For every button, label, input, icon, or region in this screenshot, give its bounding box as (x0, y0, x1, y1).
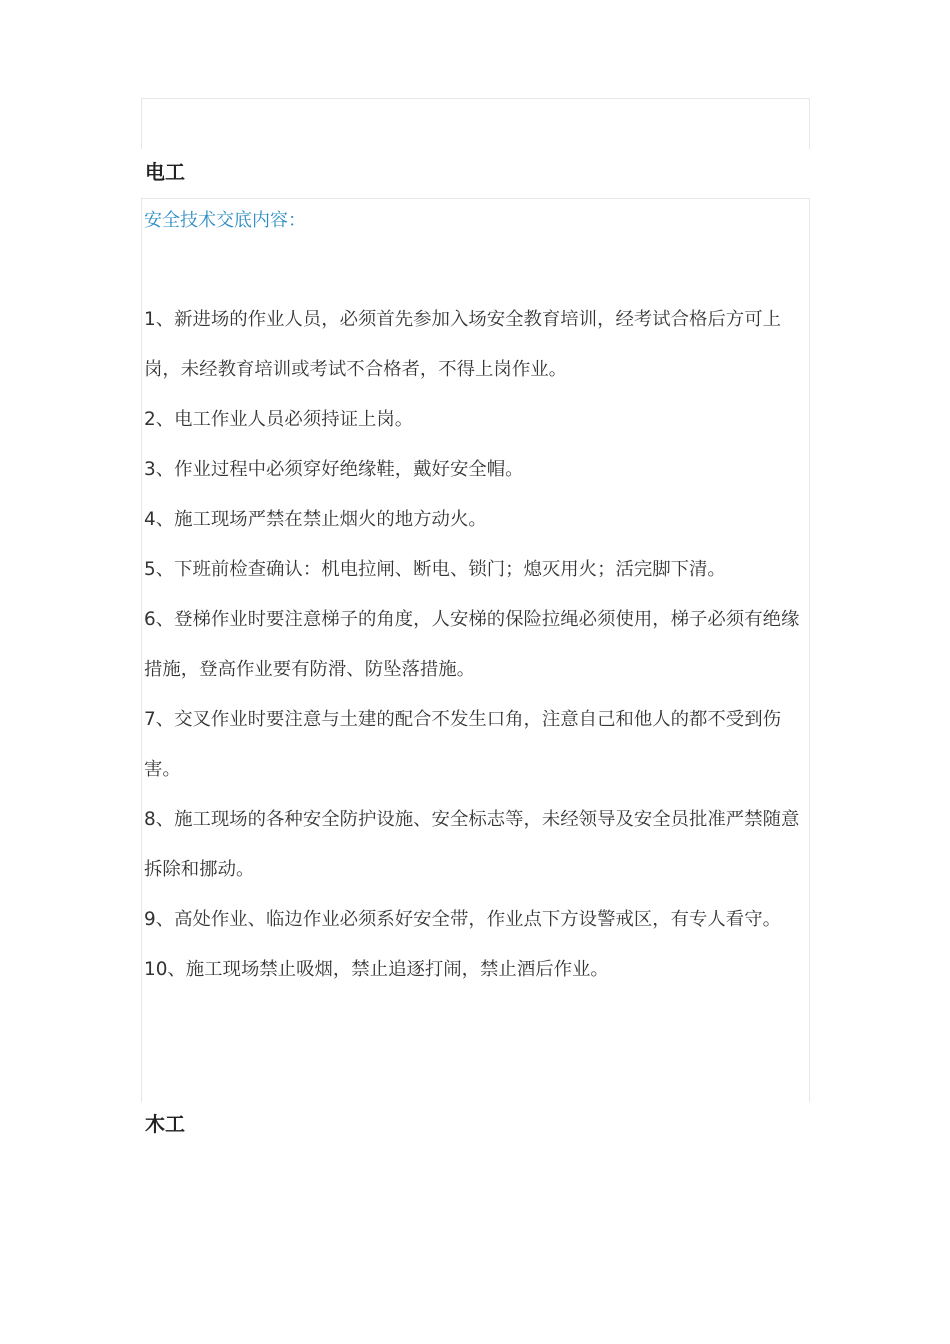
list-item: 8、施工现场的各种安全防护设施、安全标志等，未经领导及安全员批准严禁随意拆除和挪动。 (144, 809, 800, 880)
section-title-electrician: 电工 (145, 160, 185, 184)
list-item: 10、施工现场禁止吸烟，禁止追逐打闹，禁止酒后作业。 (144, 959, 609, 980)
list-item: 6、登梯作业时要注意梯子的角度，人安梯的保险拉绳必须使用，梯子必须有绝缘措施，登高作业要有防滑、防坠落措施。 (144, 609, 800, 680)
list-item: 1、新进场的作业人员，必须首先参加入场安全教育培训，经考试合格后方可上岗，未经教育培训或考试不合格者，不得上岗作业。 (144, 309, 781, 380)
safety-rules-list (144, 295, 810, 995)
list-item: 5、下班前检查确认：机电拉闸、断电、锁门；熄灭用火；活完脚下清。 (144, 559, 726, 580)
section-title-carpenter: 木工 (145, 1112, 185, 1136)
safety-briefing-heading: 安全技术交底内容： (144, 210, 306, 231)
list-item: 4、施工现场严禁在禁止烟火的地方动火。 (144, 509, 487, 530)
list-item: 2、电工作业人员必须持证上岗。 (144, 409, 414, 430)
list-item: 9、高处作业、临边作业必须系好安全带，作业点下方设警戒区，有专人看守。 (144, 909, 781, 930)
table-cell-top (141, 98, 810, 149)
list-item: 7、交叉作业时要注意与土建的配合不发生口角，注意自己和他人的都不受到伤害。 (144, 709, 781, 780)
list-item: 3、作业过程中必须穿好绝缘鞋，戴好安全帽。 (144, 459, 524, 480)
